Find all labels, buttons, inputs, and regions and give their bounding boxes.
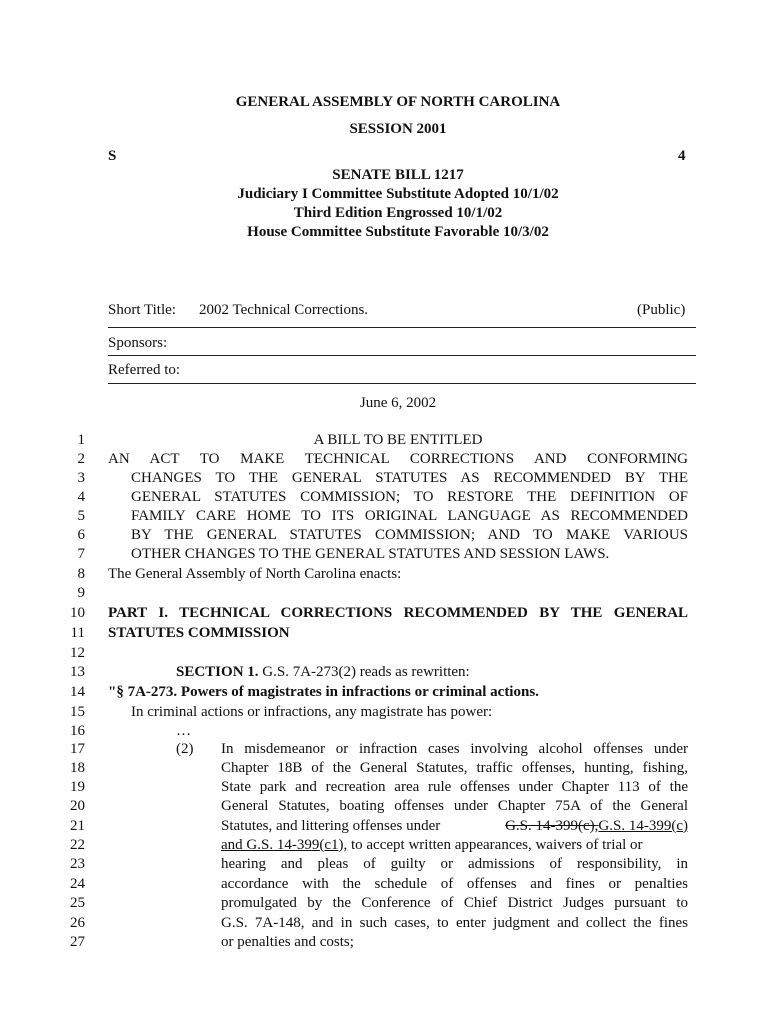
statute-text-part: to accept written appearances, waivers of trial or [347, 837, 643, 853]
amendment-span [505, 818, 688, 835]
line-number: 15 [70, 704, 85, 720]
part-heading: STATUTES COMMISSION [108, 625, 290, 641]
chamber-letter: S [108, 148, 117, 164]
enacting-clause: The General Assembly of North Carolina enacts: [108, 566, 402, 582]
statute-text: Chapter 18B of the General Statutes, traffic offenses, hunting, fishing, [221, 760, 688, 776]
line-number: 8 [77, 566, 85, 582]
act-title-line: FAMILY CARE HOME TO ITS ORIGINAL LANGUAGE AS RECOMMENDED [131, 508, 688, 524]
assembly-title: GENERAL ASSEMBLY OF NORTH CAROLINA [235, 94, 561, 110]
bill-number: SENATE BILL 1217 [332, 167, 464, 183]
section-text: G.S. 7A-273(2) reads as rewritten: [262, 664, 470, 680]
inserted-text: G.S. 14-399(c) [598, 818, 688, 834]
line-number: 25 [70, 895, 85, 911]
part-heading: PART I. TECHNICAL CORRECTIONS RECOMMENDED BY THE GENERAL [108, 605, 688, 621]
line-number: 2 [77, 451, 85, 467]
referred-label: Referred to: [108, 362, 181, 378]
line-number: 23 [70, 856, 85, 872]
act-title-line: OTHER CHANGES TO THE GENERAL STATUTES AND SESSION LAWS. [131, 546, 610, 562]
section-label: SECTION 1. [176, 664, 259, 680]
line-number: 16 [70, 723, 85, 739]
line-number: 19 [70, 779, 85, 795]
subdivision-number: (2) [176, 741, 194, 757]
statute-intro: In criminal actions or infractions, any magistrate has power: [131, 704, 493, 720]
statute-text: hearing and pleas of guilty or admissions of responsibility, in [221, 856, 688, 872]
short-title: 2002 Technical Corrections. [199, 302, 369, 318]
statute-heading: "§ 7A-273. Powers of magistrates in infractions or criminal actions. [108, 684, 539, 700]
line-number: 5 [77, 508, 85, 524]
line-number: 27 [70, 934, 85, 950]
line-number: 22 [70, 837, 85, 853]
line-number: 4 [77, 489, 85, 505]
divider [108, 383, 696, 384]
act-title-line: AN ACT TO MAKE TECHNICAL CORRECTIONS AND CONFORMING [108, 451, 688, 467]
act-title-line: CHANGES TO THE GENERAL STATUTES AS RECOMMENDED BY THE [131, 470, 688, 486]
statute-text: or penalties and costs; [221, 934, 354, 950]
line-number: 26 [70, 915, 85, 931]
sponsors-label: Sponsors: [108, 335, 168, 351]
line-number: 6 [77, 527, 85, 543]
statute-text-part: Statutes, and littering offenses under [221, 818, 441, 834]
section-line [176, 664, 688, 681]
statute-text [221, 818, 688, 835]
line-number: 12 [70, 645, 85, 661]
line-number: 3 [77, 470, 85, 486]
statute-text: promulgated by the Conference of Chief District Judges pursuant to [221, 895, 688, 911]
line-number: 14 [70, 684, 85, 700]
divider [108, 327, 696, 328]
line-number: 24 [70, 876, 85, 892]
statute-text: G.S. 7A-148, and in such cases, to enter judgment and collect the fines [221, 915, 688, 931]
line-number: 9 [77, 585, 85, 601]
act-title-line: GENERAL STATUTES COMMISSION; TO RESTORE THE DEFINITION OF [131, 489, 688, 505]
statute-text: State park and recreation area rule offenses under Chapter 113 of the [221, 779, 688, 795]
inserted-text: and G.S. 14-399(c1), [221, 837, 348, 853]
line-number: 21 [70, 818, 85, 834]
divider [108, 355, 696, 356]
statute-text: In misdemeanor or infraction cases involving alcohol offenses under [221, 741, 688, 757]
line-number: 18 [70, 760, 85, 776]
history-line: Third Edition Engrossed 10/1/02 [293, 205, 503, 221]
line-number: 7 [77, 546, 85, 562]
statute-text: General Statutes, boating offenses under Chapter 75A of the General [221, 798, 688, 814]
line-number: 1 [77, 432, 85, 448]
bill-date: June 6, 2002 [359, 395, 437, 411]
public-label: (Public) [637, 302, 686, 318]
line-number: 10 [70, 605, 85, 621]
ellipsis: … [176, 723, 191, 739]
session-label: SESSION 2001 [349, 121, 447, 137]
line-number: 13 [70, 664, 85, 680]
statute-text: accordance with the schedule of offenses and fines or penalties [221, 876, 688, 892]
line-number: 20 [70, 798, 85, 814]
history-line: House Committee Substitute Favorable 10/3/02 [247, 224, 549, 240]
short-title-label: Short Title: [108, 302, 176, 318]
act-title-line: BY THE GENERAL STATUTES COMMISSION; AND TO MAKE VARIOUS [131, 527, 688, 543]
line-number: 17 [70, 741, 85, 757]
line-number: 11 [70, 625, 85, 641]
bill-heading: A BILL TO BE ENTITLED [313, 432, 483, 448]
history-line: Judiciary I Committee Substitute Adopted 10/1/02 [237, 186, 559, 202]
edition-number: 4 [678, 148, 686, 164]
deleted-text: G.S. 14-399(c), [505, 818, 599, 834]
statute-text [221, 837, 688, 854]
